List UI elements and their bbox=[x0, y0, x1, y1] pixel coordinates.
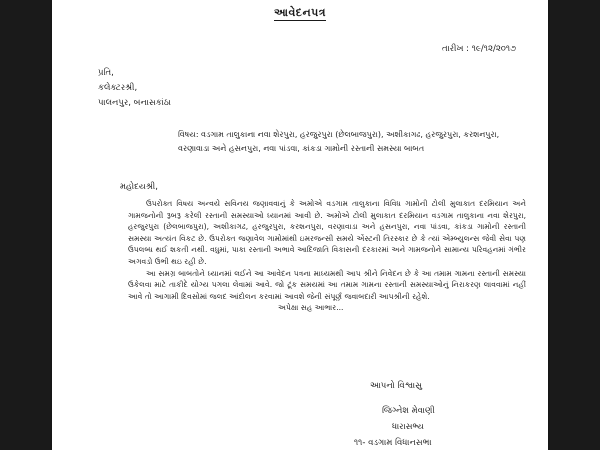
body-paragraph-1: ઉપરોક્ત વિષય અન્વયે સવિનય જણાવવાનું કે અમોએ વડગામ તાલુકાના વિવિધ ગામોની ટોલી મુલાકાત દરમિયાન અને ગામજનોની રૂબરૂ કરેલી રસ્તાની સમસ્યાઓ ધ્યાનમાં આવી છે. અમોએ ટોલી મુલાકાત દરમિયાન વડગામ તાલુકાના નવા શેરપુરા, હરજુરપુરા (છેલબાજપુરા), અશીકાગઢ, હરજુરપુરા, કરશનપુરા, વરણાવાડા અને હસનપુરા, નવા પાંડવા, કાંકડા ગામોની રસ્તાની સમસ્યા અત્યંત વિકટ છે. ઉપરોક્ત જણાવેલ ગામોમાંથી ઇમરજન્સી સમયે એંસ્ટની તિરસ્કાર છે કે ત્યાં એમ્બ્યુલન્સ જેવી સેવા પણ ઉપલબ્ધ થઈ શકતી નથી. વધુમાં, પાકા રસ્તાની અભાવે આદિજાતિ વિકાસની દરકારમાં અને ગામજનોને સામાન્ય પરિવહનમાં ગંભીર અગવડો ઉભી થઇ રહી છે. bbox=[128, 199, 526, 266]
body-paragraph-2: આ સમગ્ર બાબતોને ધ્યાનમાં લઈને આ આવેદન પત્રના માધ્યમથી આપ શ્રીને નિવેદન છે કે આ તમામ ગામના રસ્તાની સમસ્યા ઉકેલવા માટે તાકીદે યોગ્ય પગલા લેવામાં આવે. જો ટૂંક સમયમાં આ તમામ ગામના રસ્તાની સમસ્યાઓનું નિરાકરણ લાવવામાં નહીં આવે તો આગામી દિવસોમાં જલદ આંદોલન કરવામાં આવશે જેની સંપૂર્ણ જવાબદારી આપશ્રીની રહેશે. bbox=[128, 268, 526, 301]
address-line-1: પ્રતિ, bbox=[98, 68, 114, 78]
signatory-constituency: ૧૧- વડગામ વિધાનસભા bbox=[354, 438, 432, 448]
letter-page bbox=[52, 0, 548, 450]
signatory-name: જિગ્નેશ મેવાણી bbox=[382, 406, 435, 416]
letter-body bbox=[128, 198, 526, 314]
address-line-2: કલેક્ટરશ્રી, bbox=[98, 83, 138, 93]
document-title bbox=[52, 6, 548, 20]
closing-phrase: આપનો વિશ્વાસુ bbox=[370, 381, 422, 391]
body-paragraph-3: અપેક્ષા સહ આભાર... bbox=[278, 303, 344, 313]
salutation: મહોદયશ્રી, bbox=[120, 182, 158, 192]
subject-paragraph: વિષય: વડગામ તાલુકાના નવા શેરપુરા, હરજુરપુરા (છેલબાજપુરા), અશીકાગઢ, હરજુરપુરા, કરશનપુરા, વરણાવાડા અને હસનપુરા, નવા પાંડવા, કાંકડા ગામોની રસ્તાની સમસ્યા બાબત bbox=[178, 130, 500, 153]
signatory-designation: ધારાસભ્ય bbox=[392, 422, 424, 432]
letter-date: તારીખ : ૧૯/૧૨/૨૦૧૭ bbox=[441, 44, 516, 54]
address-line-3: પાલનપુર, બનાસકાંઠા bbox=[98, 98, 171, 108]
document-title-text: આવેદનપત્ર bbox=[273, 6, 327, 19]
